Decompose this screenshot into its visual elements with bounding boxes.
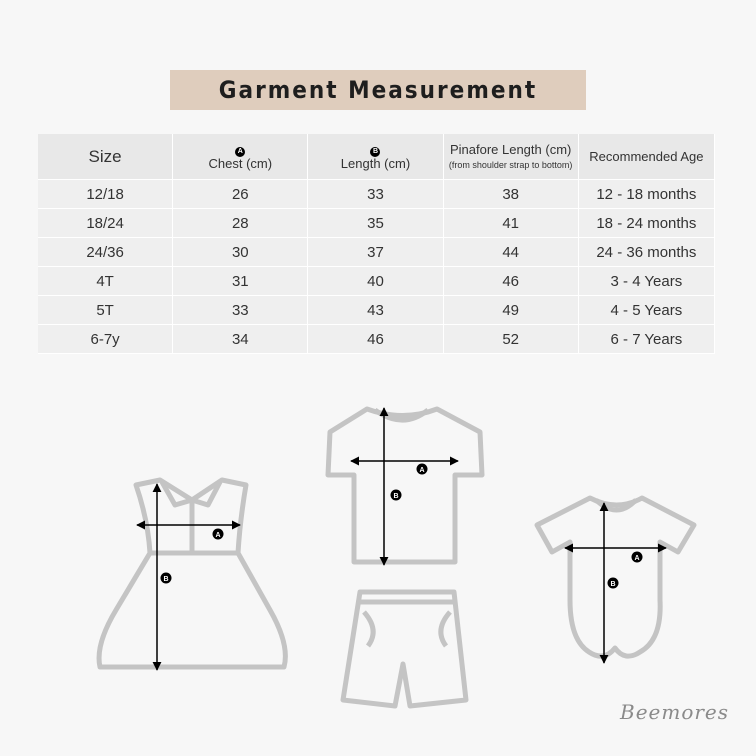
header-length-label: Length (cm) bbox=[340, 156, 411, 171]
cell-age: 24 - 36 months bbox=[579, 238, 715, 267]
dress-icon bbox=[99, 480, 285, 667]
header-size: Size bbox=[38, 134, 173, 180]
svg-text:A: A bbox=[634, 555, 640, 562]
cell-pinafore: 44 bbox=[444, 238, 579, 267]
cell-size: 12/18 bbox=[38, 180, 173, 209]
svg-text:A: A bbox=[419, 467, 425, 474]
shorts-icon bbox=[343, 592, 466, 706]
svg-text:B: B bbox=[163, 576, 169, 583]
dress-measure-arrows bbox=[137, 484, 240, 670]
measure-badge-b bbox=[391, 490, 402, 501]
tshirt-measure-arrows bbox=[351, 408, 458, 565]
cell-age: 4 - 5 Years bbox=[579, 296, 715, 325]
measure-badge-a bbox=[213, 529, 224, 540]
tshirt-icon bbox=[328, 409, 482, 562]
cell-size: 5T bbox=[38, 296, 173, 325]
svg-text:B: B bbox=[610, 581, 616, 588]
cell-size: 18/24 bbox=[38, 209, 173, 238]
header-age: Recommended Age bbox=[579, 134, 715, 180]
cell-chest: 33 bbox=[173, 296, 308, 325]
page-title: Garment Measurement bbox=[218, 76, 538, 104]
cell-pinafore: 41 bbox=[444, 209, 579, 238]
length-badge: B bbox=[370, 147, 380, 157]
cell-chest: 34 bbox=[173, 325, 308, 354]
cell-size: 24/36 bbox=[38, 238, 173, 267]
cell-size: 4T bbox=[38, 267, 173, 296]
cell-age: 6 - 7 Years bbox=[579, 325, 715, 354]
cell-chest: 30 bbox=[173, 238, 308, 267]
cell-pinafore: 49 bbox=[444, 296, 579, 325]
measure-badge-b bbox=[608, 578, 619, 589]
cell-chest: 26 bbox=[173, 180, 308, 209]
onesie-icon bbox=[537, 498, 694, 656]
cell-length: 40 bbox=[308, 267, 443, 296]
measure-badge-a bbox=[417, 464, 428, 475]
cell-length: 46 bbox=[308, 325, 443, 354]
brand-signature: Beemores bbox=[620, 700, 730, 724]
cell-age: 18 - 24 months bbox=[579, 209, 715, 238]
header-pinafore-label: Pinafore Length (cm) bbox=[449, 141, 572, 157]
header-chest-label: Chest (cm) bbox=[208, 156, 273, 171]
cell-size: 6-7y bbox=[38, 325, 173, 354]
cell-age: 12 - 18 months bbox=[579, 180, 715, 209]
cell-pinafore: 52 bbox=[444, 325, 579, 354]
cell-age: 3 - 4 Years bbox=[579, 267, 715, 296]
cell-length: 43 bbox=[308, 296, 443, 325]
header-pinafore-note: (from shoulder strap to bottom) bbox=[448, 159, 573, 170]
cell-length: 33 bbox=[308, 180, 443, 209]
cell-length: 35 bbox=[308, 209, 443, 238]
svg-text:A: A bbox=[215, 532, 221, 539]
chest-badge: A bbox=[235, 147, 245, 157]
cell-length: 37 bbox=[308, 238, 443, 267]
cell-pinafore: 46 bbox=[444, 267, 579, 296]
cell-chest: 31 bbox=[173, 267, 308, 296]
measure-badge-a bbox=[632, 552, 643, 563]
measure-badge-b bbox=[161, 573, 172, 584]
svg-text:B: B bbox=[393, 493, 399, 500]
cell-pinafore: 38 bbox=[444, 180, 579, 209]
cell-chest: 28 bbox=[173, 209, 308, 238]
